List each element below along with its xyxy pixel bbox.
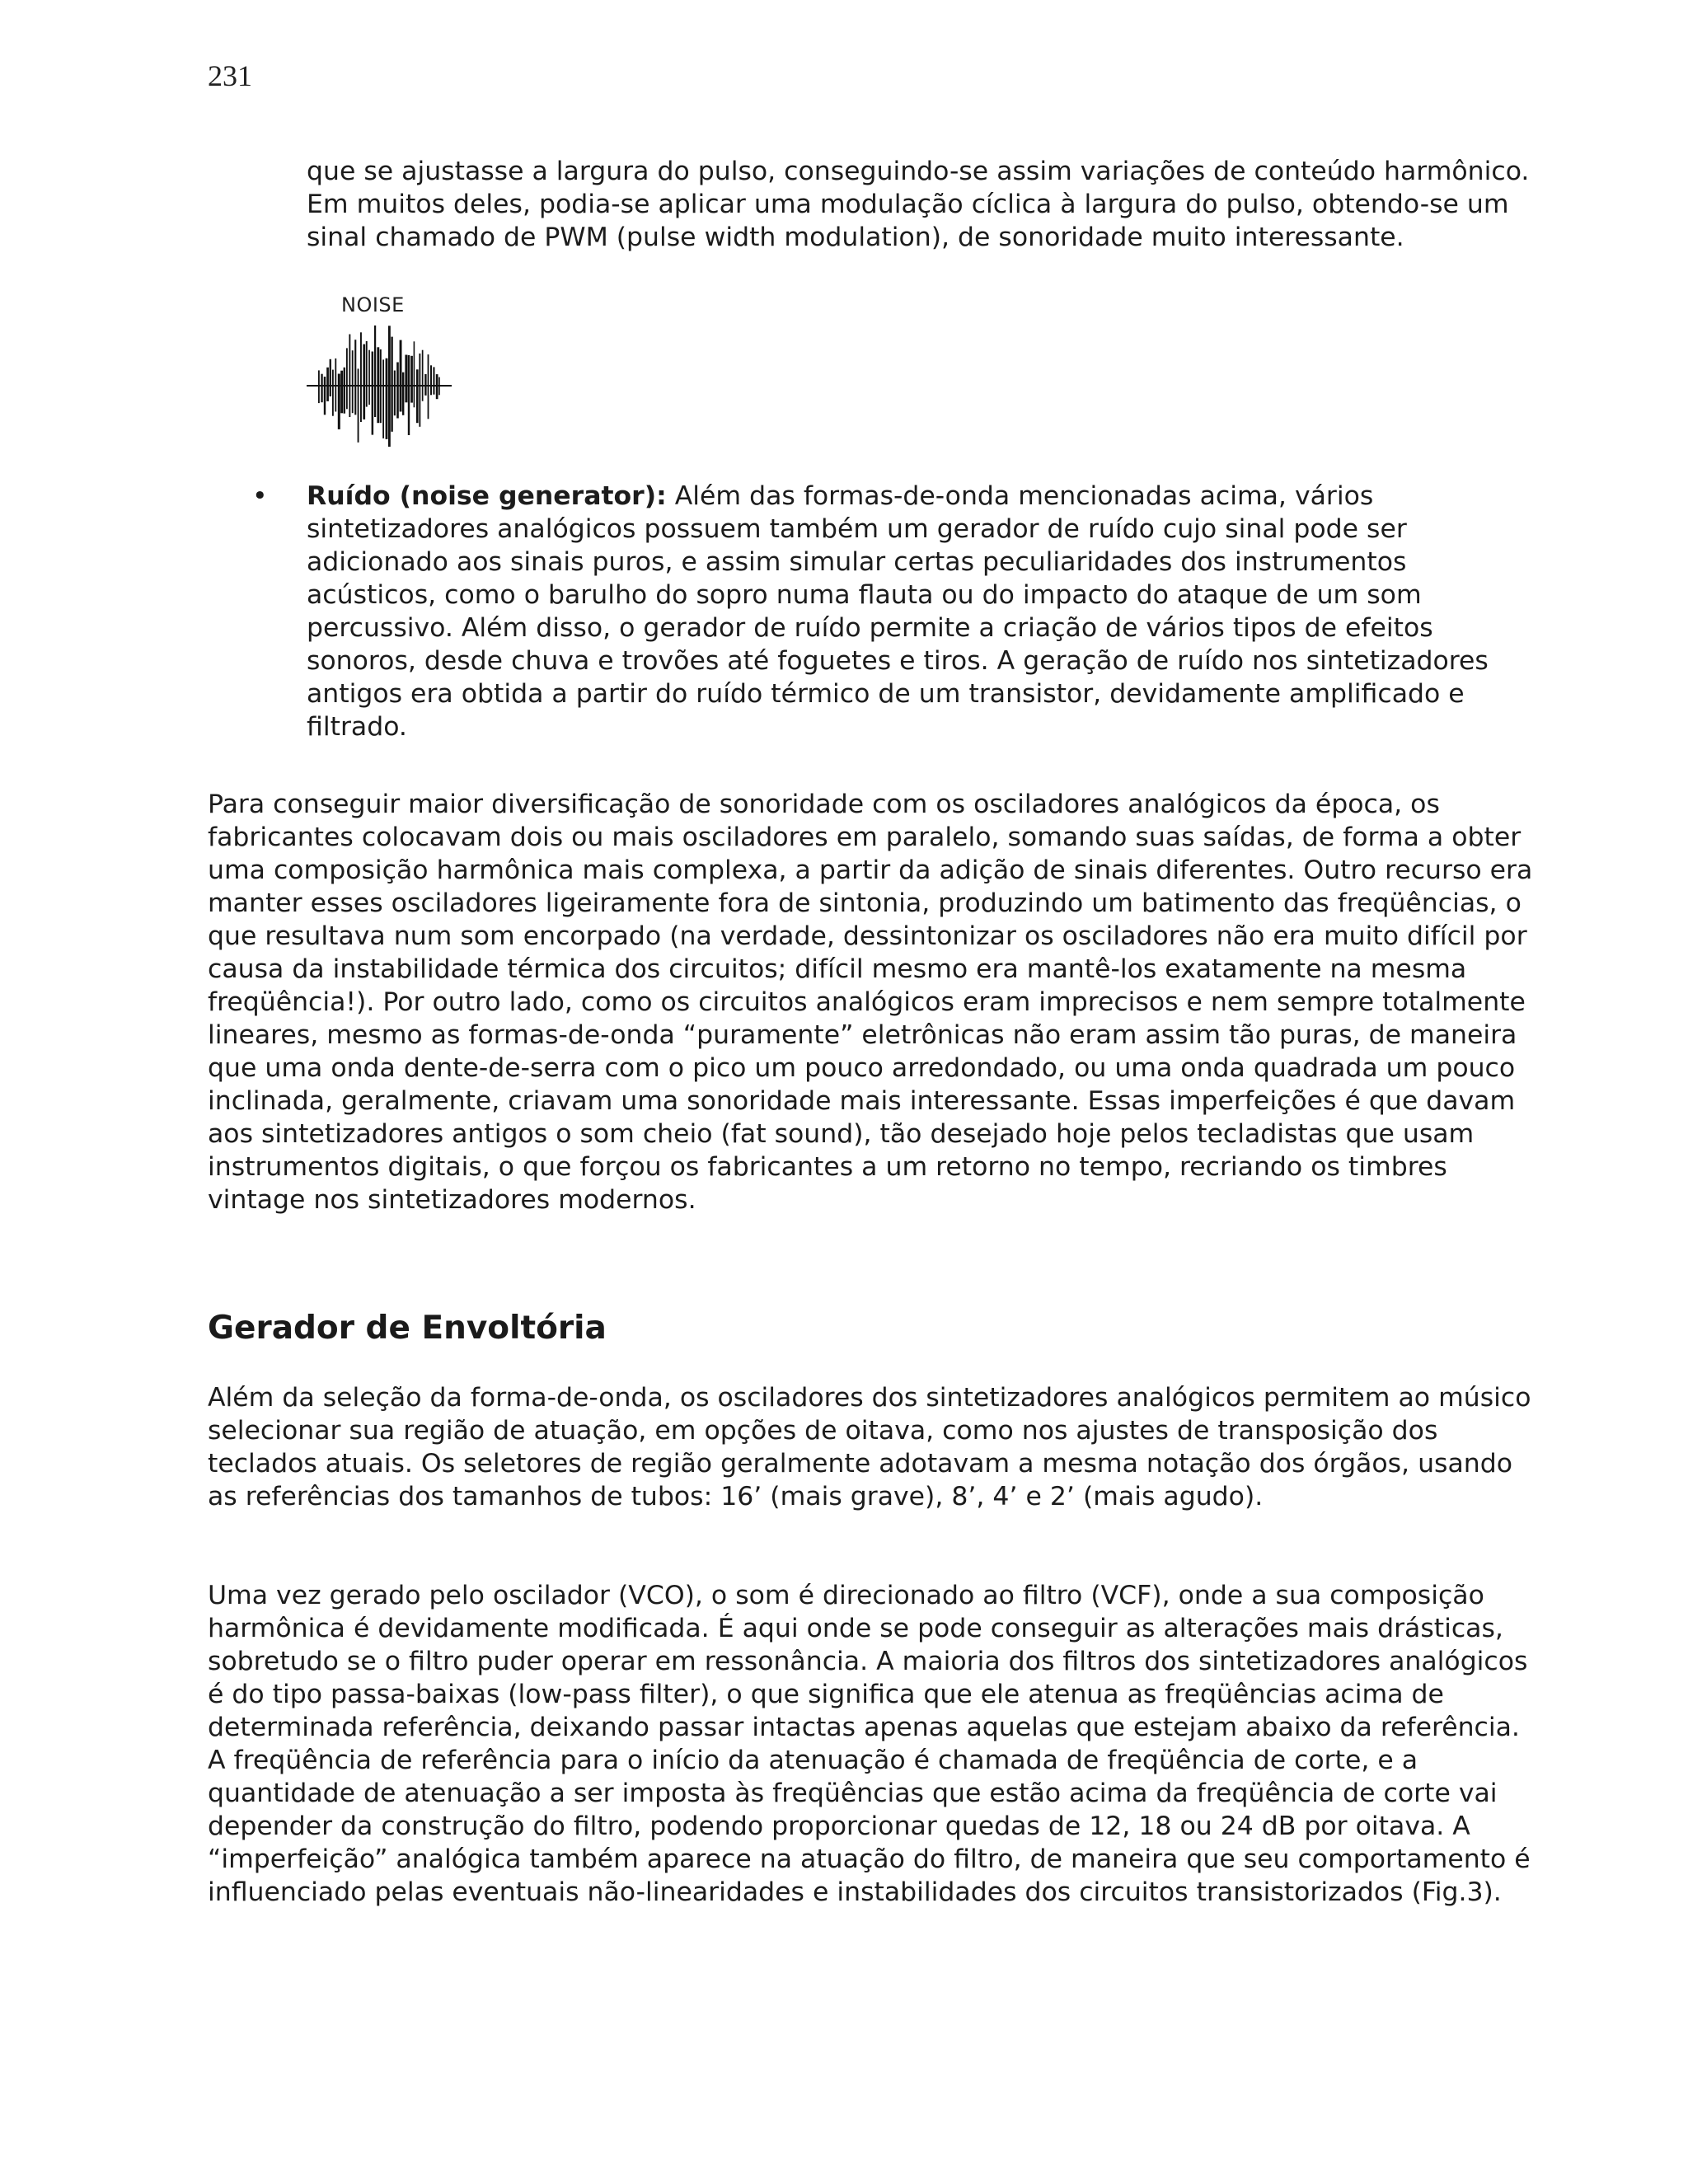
noise-bar: [349, 335, 350, 418]
noise-bar: [358, 368, 359, 442]
noise-bar: [346, 348, 348, 409]
noise-bar: [388, 326, 391, 447]
noise-bar: [326, 368, 329, 401]
noise-bullet-item: [307, 480, 1543, 743]
noise-bar: [380, 349, 382, 423]
noise-bar: [433, 367, 434, 394]
noise-bar: [430, 365, 432, 395]
noise-bar: [330, 359, 331, 396]
noise-bar: [335, 359, 336, 412]
noise-waveform-icon: [307, 293, 455, 450]
noise-bar: [402, 373, 404, 415]
section-heading: Gerador de Envoltória: [208, 1310, 607, 1347]
noise-bar: [410, 356, 413, 403]
noise-bar: [438, 377, 440, 396]
noise-bar: [321, 374, 322, 403]
noise-bar: [354, 340, 356, 415]
noise-bar: [377, 347, 379, 423]
noise-bar: [366, 341, 368, 407]
noise-bar: [332, 370, 334, 416]
noise-figure: [307, 293, 455, 450]
noise-bar: [391, 337, 392, 432]
noise-bar: [400, 340, 402, 412]
noise-bar: [340, 371, 343, 414]
noise-bar: [419, 354, 420, 427]
noise-caption: NOISE: [341, 293, 405, 316]
paragraph-envelope-1: Além da seleção da forma-de-onda, os osciladores dos sintetizadores analógicos permitem ao músico selecionar sua região de atuação, em opções de oitava, como nos ajustes de transposição dos teclados atuais. Os seletores de região geralmente adotavam a mesma notação dos órgãos, usando as referências dos tamanhos de tubos: 16’ (mais grave), 8’, 4’ e 2’ (mais agudo).: [208, 1383, 1531, 1511]
paragraph-oscillators: Para conseguir maior diversificação de sonoridade com os osciladores analógicos da época, os fabricantes colocavam dois ou mais osciladores em paralelo, somando suas saídas, de forma a obter uma composição harmônica mais complexa, a partir da adição de sinais diferentes. Outro recurso era manter esses osciladores ligeiramente fora de sintonia, produzindo um batimento das freqüências, o que resultava num som encorpado (na verdade, dessintonizar os osciladores não era muito difícil por causa da instabilidade térmica dos circuitos; difícil mesmo era mantê-los exatamente na mesma freqüência!). Por outro lado, como os circuitos analógicos eram imprecisos e nem sempre totalmente lineares, mesmo as formas-de-onda “puramente” eletrônicas não eram assim tão puras, de maneira que uma onda dente-de-serra com o pico um pouco arredondado, ou uma onda quadrada um pouco inclinada, geralmente, criavam uma sonoridade mais interessante. Essas imperfeições é que davam aos sintetizadores antigos o som cheio (fat sound), tão desejado hoje pelos tecladistas que usam instrumentos digitais, o que forçou os fabricantes a um retorno no tempo, recriando os timbres vintage nos sintetizadores modernos.: [208, 790, 1533, 1215]
noise-bar: [352, 350, 354, 413]
noise-bar: [372, 352, 374, 435]
noise-bar: [363, 344, 365, 419]
bullet-dot: •: [252, 481, 268, 511]
noise-bar: [428, 354, 429, 419]
intro-paragraph: que se ajustasse a largura do pulso, conseguindo-se assim variações de conteúdo harmônico. Em muitos deles, podia-se aplicar uma modulação cíclica à largura do pulso, obtendo-se um sinal chamado de PWM (pulse width modulation), de sonoridade muito interessante.: [307, 157, 1530, 252]
noise-bar: [344, 368, 345, 414]
noise-bar: [394, 371, 396, 416]
noise-bar: [324, 377, 326, 415]
noise-bar: [374, 326, 376, 417]
noise-bar: [416, 369, 419, 423]
noise-bar: [396, 363, 399, 419]
noise-description: Além das formas-de-onda mencionadas acima, vários sintetizadores analógicos possuem também um gerador de ruído cujo sinal pode ser adicionado aos sinais puros, e assim simular certas peculiaridades dos instrumentos acústicos, como o barulho do sopro numa flauta ou do impacto do ataque de um som percussivo. Além disso, o gerador de ruído permite a criação de vários tipos de efeitos sonoros, desde chuva e trovões até foguetes e tiros. A geração de ruído nos sintetizadores antigos era obtida a partir do ruído térmico de um transistor, devidamente amplificado e filtrado.: [307, 481, 1489, 742]
noise-bar: [382, 359, 384, 438]
noise-bar: [360, 332, 362, 422]
noise-bar: [414, 341, 415, 407]
noise-bar: [386, 359, 388, 439]
noise-bar: [424, 374, 426, 396]
noise-bar: [408, 355, 410, 435]
noise-bar: [318, 370, 320, 403]
noise-bar: [436, 374, 438, 399]
noise-bar: [338, 374, 340, 429]
noise-bar: [405, 355, 407, 403]
noise-term: Ruído (noise generator):: [307, 481, 667, 511]
noise-bar: [422, 350, 424, 401]
page-number: 231: [208, 59, 252, 92]
paragraph-envelope-2: Uma vez gerado pelo oscilador (VCO), o som é direcionado ao filtro (VCF), onde a sua composição harmônica é devidamente modificada. É aqui onde se pode conseguir as alterações mais drásticas, sobretudo se o filtro puder operar em ressonância. A maioria dos filtros dos sintetizadores analógicos é do tipo passa-baixas (low-pass filter), o que significa que ele atenua as freqüências acima de determinada referência, deixando passar intactas apenas aquelas que estejam abaixo da referência. A freqüência de referência para o início da atenuação é chamada de freqüência de corte, e a quantidade de atenuação a ser imposta às freqüências que estão acima da freqüência de corte vai depender da construção do filtro, podendo proporcionar quedas de 12, 18 ou 24 dB por oitava. A “imperfeição” analógica também aparece na atuação do filtro, de maneira que seu comportamento é influenciado pelas eventuais não-linearidades e instabilidades dos circuitos transistorizados (Fig.3).: [208, 1581, 1531, 1907]
noise-bar: [368, 350, 370, 405]
